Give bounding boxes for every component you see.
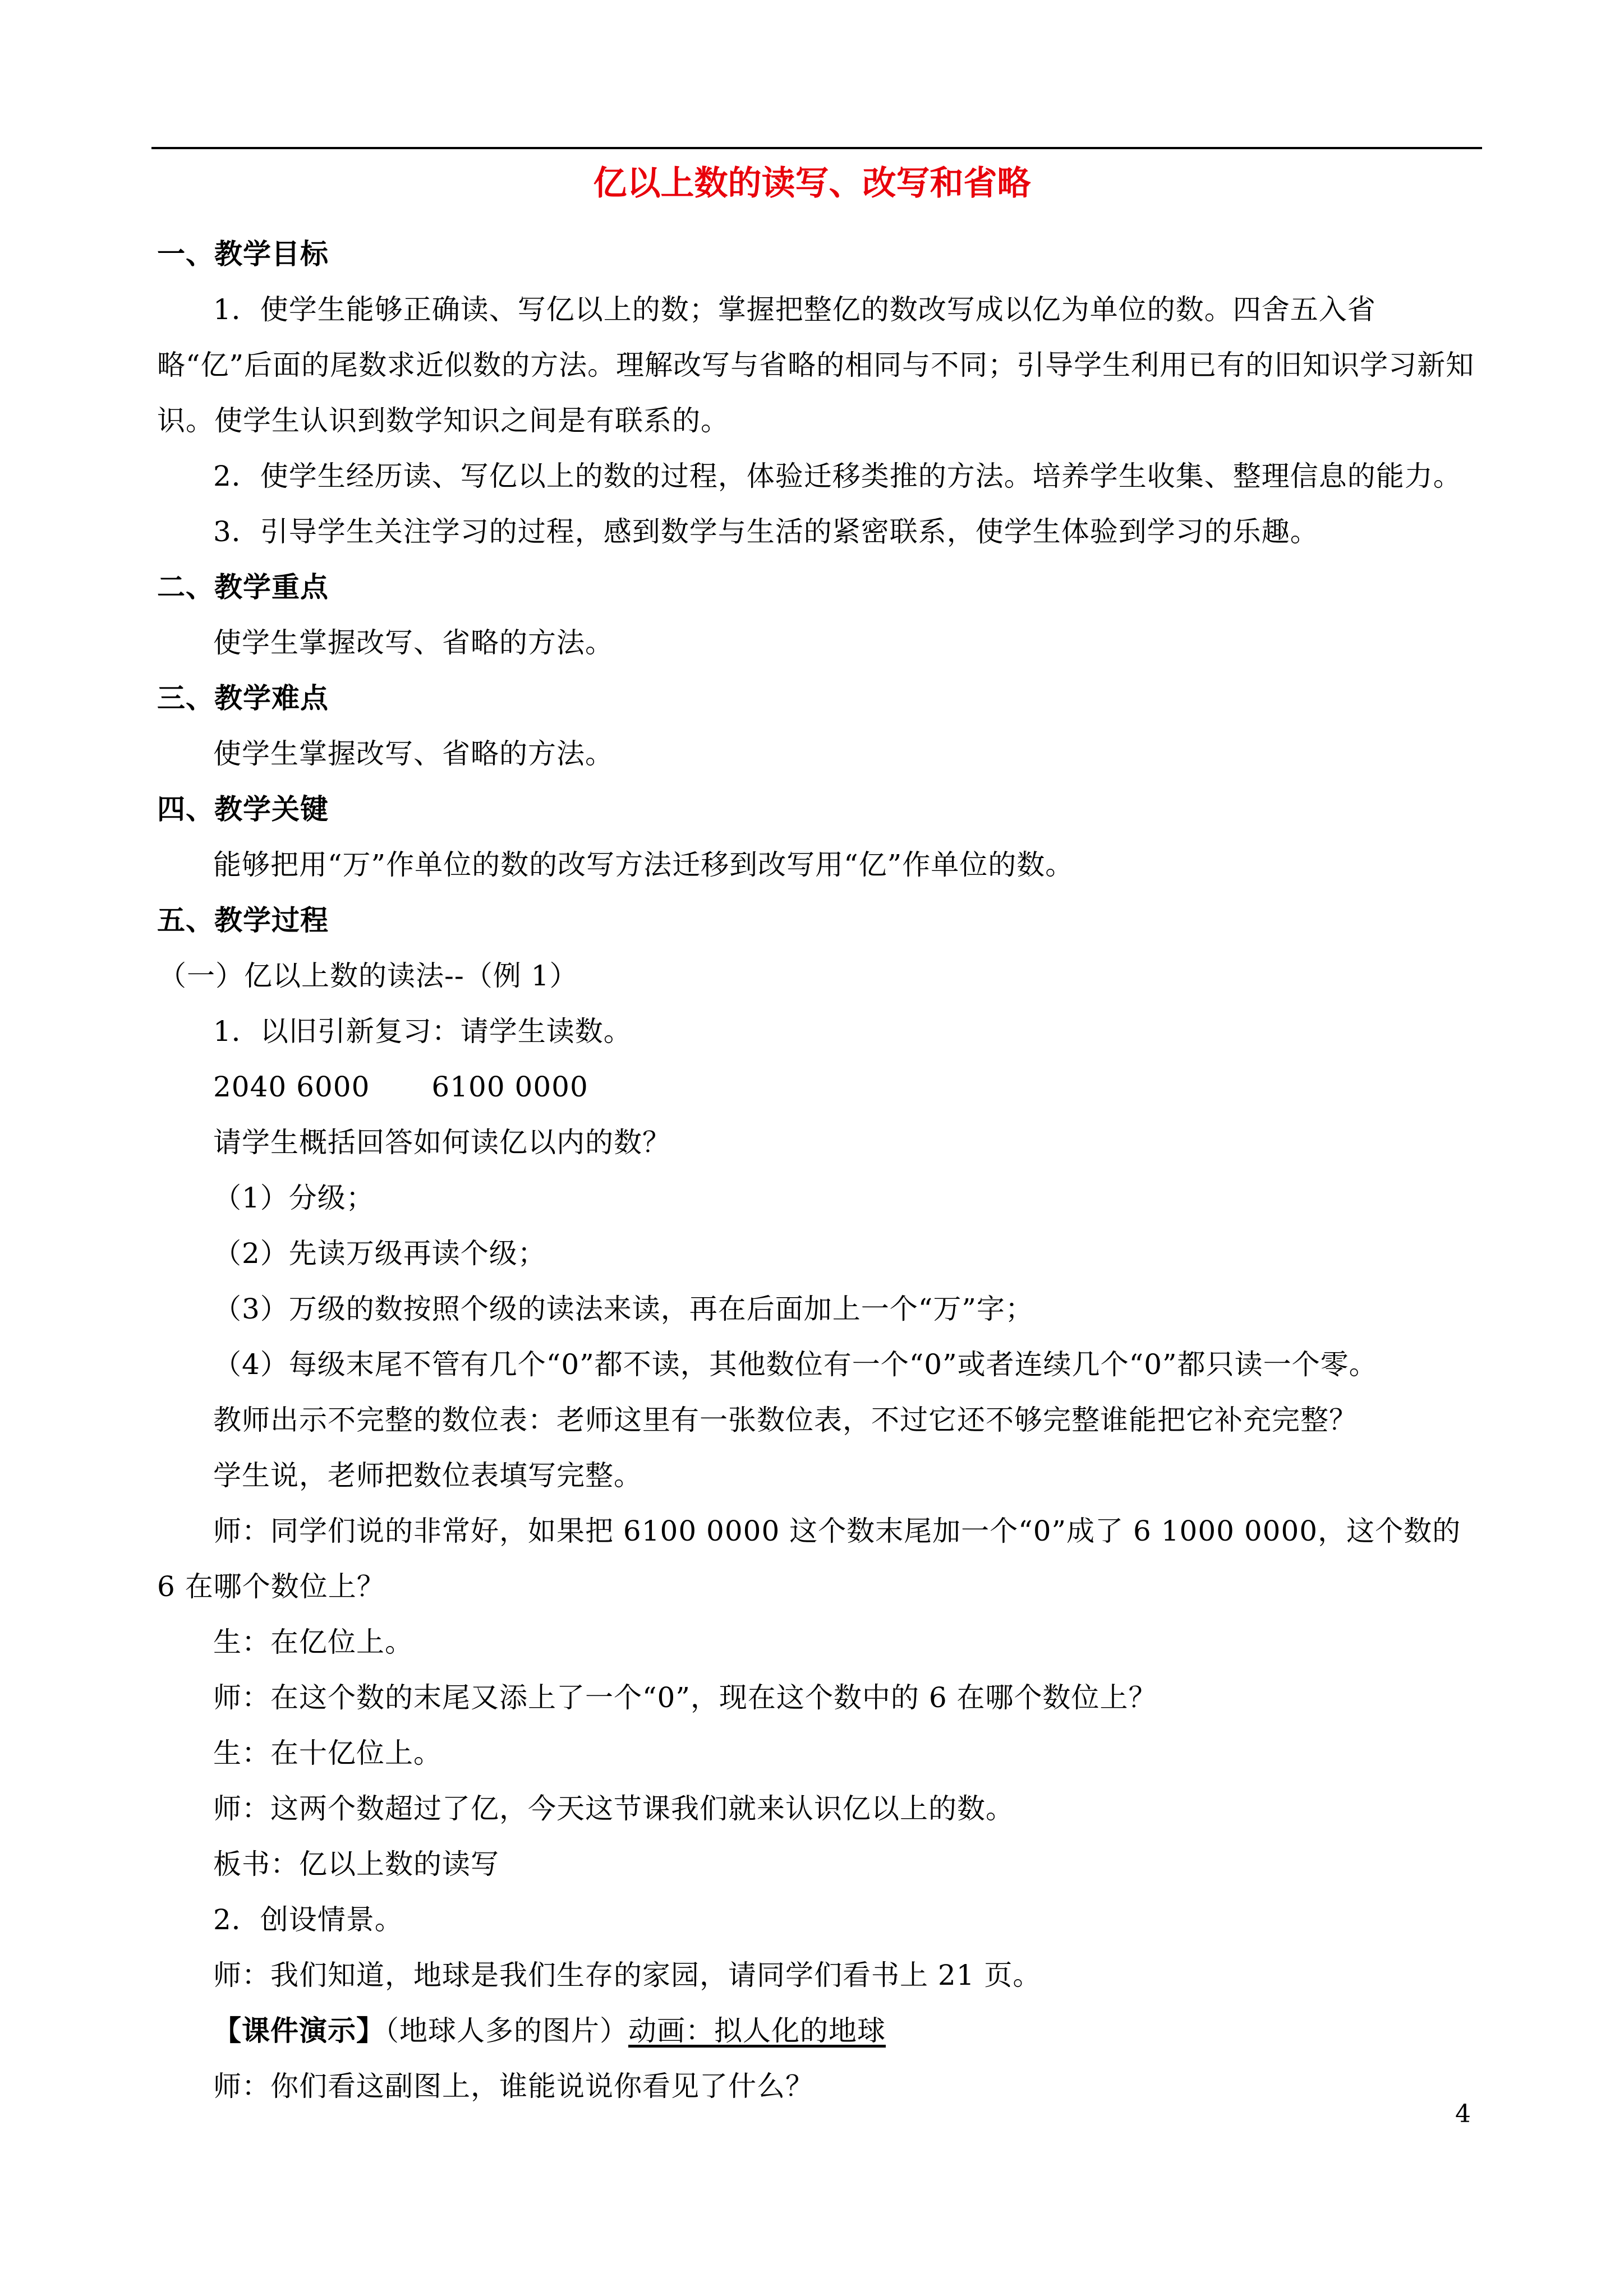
dialogue-line-1: 教师出示不完整的数位表：老师这里有一张数位表，不过它还不够完整谁能把它补充完整？ xyxy=(213,1404,1358,1436)
rule-4: （4）每级末尾不管有几个“0”都不读，其他数位有一个“0”或者连续几个“0”都只读一个零。 xyxy=(213,1348,1378,1381)
page-number: 4 xyxy=(1455,2100,1471,2128)
document-body xyxy=(157,227,1487,2114)
rule-3: （3）万级的数按照个级的读法来读，再在后面加上一个“万”字； xyxy=(213,1293,1034,1325)
rule-2: （2）先读万级再读个级； xyxy=(213,1237,546,1270)
dialogue-line-2: 学生说，老师把数位表填写完整。 xyxy=(213,1459,642,1492)
dialogue-line-3: 师：同学们说的非常好，如果把 6100 0000 这个数末尾加一个“0”成了 6 1000 0000，这个数的 6 在哪个数位上？ xyxy=(157,1515,1461,1603)
objective-paragraph-3: 3．引导学生关注学习的过程，感到数学与生活的紧密联系，使学生体验到学习的乐趣。 xyxy=(213,515,1319,548)
section-heading-key: 四、教学关键 xyxy=(157,793,329,826)
section-heading-key-points: 二、教学重点 xyxy=(157,571,329,603)
step-1: 1．以旧引新复习：请学生读数。 xyxy=(213,1015,632,1048)
section-heading-process: 五、教学过程 xyxy=(157,904,329,937)
demo-animation-link: 动画：拟人化的地球 xyxy=(628,2014,886,2047)
subsection-reading: （一）亿以上数的读法--（例 1） xyxy=(158,960,578,992)
rule-1: （1）分级； xyxy=(213,1182,375,1214)
courseware-demo xyxy=(157,2003,1487,2059)
review-numbers xyxy=(157,1059,1487,1115)
key-text: 能够把用“万”作单位的数的改写方法迁移到改写用“亿”作单位的数。 xyxy=(213,849,1074,881)
step-2: 2．创设情景。 xyxy=(213,1903,403,1936)
section-heading-difficulties: 三、教学难点 xyxy=(157,682,329,714)
dialogue-line-4: 生：在亿位上。 xyxy=(213,1626,413,1658)
key-points-text: 使学生掌握改写、省略的方法。 xyxy=(213,626,614,659)
objective-paragraph-2: 2．使学生经历读、写亿以上的数的过程，体验迁移类推的方法。培养学生收集、整理信息的能力。 xyxy=(213,460,1462,492)
number-a: 2040 6000 xyxy=(213,1071,370,1103)
demo-description: （地球人多的图片） xyxy=(385,2014,628,2047)
section-heading-objectives: 一、教学目标 xyxy=(157,238,329,270)
header-rule xyxy=(151,147,1482,149)
blackboard-note: 板书：亿以上数的读写 xyxy=(213,1848,499,1880)
dialogue-line-8: 师：我们知道，地球是我们生存的家园，请同学们看书上 21 页。 xyxy=(213,1959,1042,1991)
question-1: 请学生概括回答如何读亿以内的数？ xyxy=(213,1126,671,1159)
dialogue-line-5: 师：在这个数的末尾又添上了一个“0”，现在这个数中的 6 在哪个数位上？ xyxy=(213,1681,1157,1714)
dialogue-line-9: 师：你们看这副图上，谁能说说你看见了什么？ xyxy=(213,2070,814,2103)
objective-paragraph-1: 1．使学生能够正确读、写亿以上的数；掌握把整亿的数改写成以亿为单位的数。四舍五入省略“亿”后面的尾数求近似数的方法。理解改写与省略的相同与不同；引导学生利用已有的旧知识学习新知识。使学生认识到数学知识之间是有联系的。 xyxy=(157,293,1475,437)
demo-label: 【课件演示】 xyxy=(213,2014,385,2047)
page-title: 亿以上数的读写、改写和省略 xyxy=(593,164,1031,203)
difficulties-text: 使学生掌握改写、省略的方法。 xyxy=(213,737,614,770)
number-b: 6100 0000 xyxy=(431,1071,588,1103)
dialogue-line-7: 师：这两个数超过了亿，今天这节课我们就来认识亿以上的数。 xyxy=(213,1792,1014,1825)
dialogue-line-6: 生：在十亿位上。 xyxy=(213,1737,442,1769)
